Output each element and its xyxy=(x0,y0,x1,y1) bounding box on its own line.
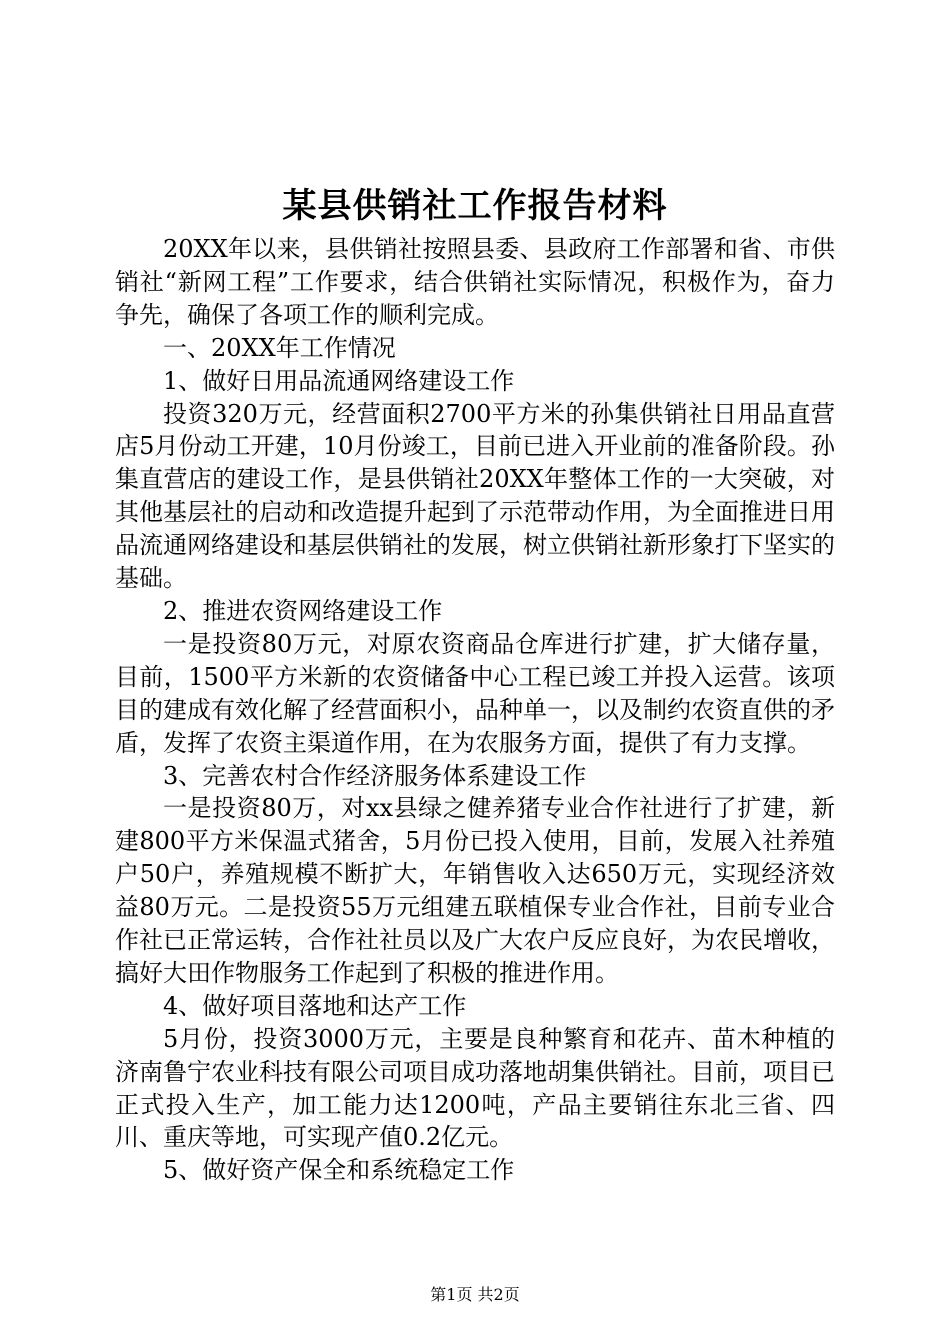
subheading-2: 2、推进农资网络建设工作 xyxy=(163,596,443,625)
subheading-3: 3、完善农村合作经济服务体系建设工作 xyxy=(163,761,587,790)
page-footer: 第1页 共2页 xyxy=(430,1285,520,1304)
paragraph-3: 一是投资80万，对xx县绿之健养猪专业合作社进行了扩建，新建800平方米保温式猪舍，5月份已投入使用，目前，发展入社养殖户50户，养殖规模不断扩大，年销售收入达650万元，实现经济效益80万元。二是投资55万元组建五联植保专业合作社，目前专业合作社已正常运转，合作社社员以及广大农户反应良好，为农民增收，搞好大田作物服务工作起到了积极的推进作用。 xyxy=(115,794,835,987)
document-body xyxy=(115,233,835,1187)
subheading-5: 5、做好资产保全和系统稳定工作 xyxy=(163,1156,515,1185)
paragraph-4: 5月份，投资3000万元，主要是良种繁育和花卉、苗木种植的济南鲁宁农业科技有限公司项目成功落地胡集供销社。目前，项目已正式投入生产，加工能力达1200吨，产品主要销往东北三省、四川、重庆等地，可实现产值0.2亿元。 xyxy=(115,1024,835,1152)
subheading-4: 4、做好项目落地和达产工作 xyxy=(163,991,467,1020)
intro-paragraph: 20XX年以来，县供销社按照县委、县政府工作部署和省、市供销社“新网工程”工作要求，结合供销社实际情况，积极作为，奋力争先，确保了各项工作的顺利完成。 xyxy=(115,235,835,329)
section-heading-1: 一、20XX年工作情况 xyxy=(163,333,396,362)
subheading-1: 1、做好日用品流通网络建设工作 xyxy=(163,366,515,395)
paragraph-2: 一是投资80万元，对原农资商品仓库进行扩建，扩大储存量，目前，1500平方米新的农资储备中心工程已竣工并投入运营。该项目的建成有效化解了经营面积小，品种单一，以及制约农资直供的矛盾，发挥了农资主渠道作用，在为农服务方面，提供了有力支撑。 xyxy=(115,629,835,757)
document-title: 某县供销社工作报告材料 xyxy=(282,186,668,226)
paragraph-1: 投资320万元，经营面积2700平方米的孙集供销社日用品直营店5月份动工开建，10月份竣工，目前已进入开业前的准备阶段。孙集直营店的建设工作，是县供销社20XX年整体工作的一大突破，对其他基层社的启动和改造提升起到了示范带动作用，为全面推进日用品流通网络建设和基层供销社的发展，树立供销社新形象打下坚实的基础。 xyxy=(115,399,835,593)
